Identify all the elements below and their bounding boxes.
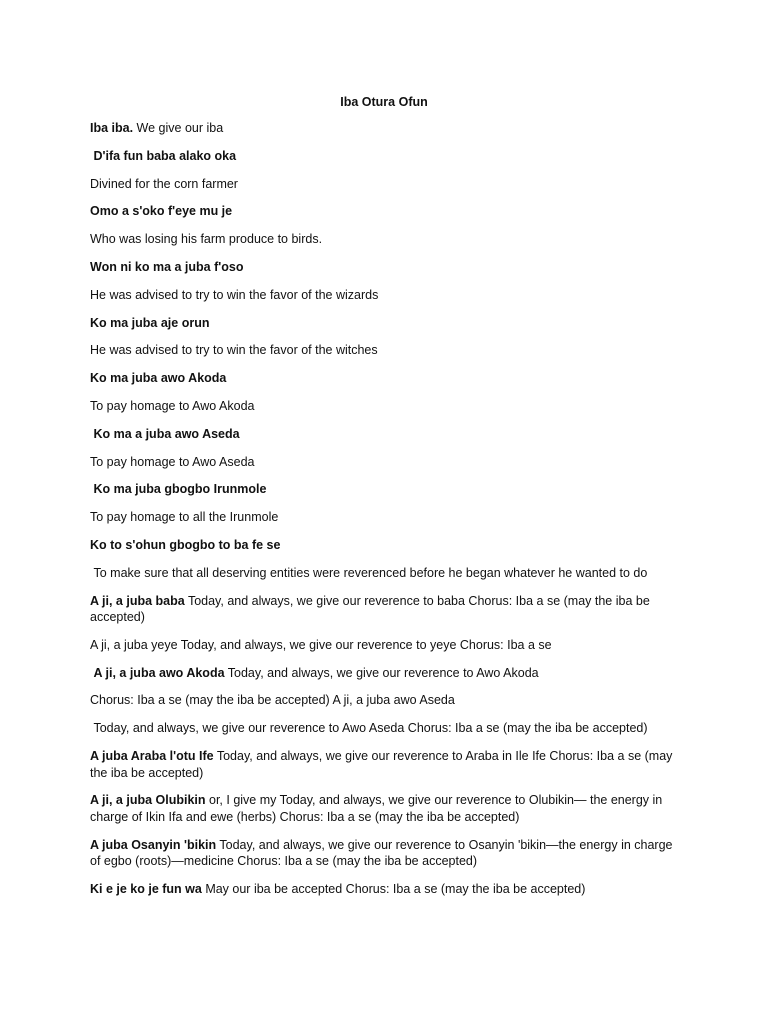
paragraph-text: Today, and always, we give our reverence to Awo Aseda Chorus: Iba a se (may the iba be accepted) bbox=[90, 721, 648, 736]
paragraph bbox=[90, 120, 680, 137]
paragraph bbox=[90, 720, 680, 737]
paragraph bbox=[90, 231, 680, 248]
paragraph bbox=[90, 148, 680, 165]
paragraph bbox=[90, 287, 680, 304]
paragraph-text: He was advised to try to win the favor of the witches bbox=[90, 343, 378, 358]
paragraph bbox=[90, 315, 680, 332]
paragraph-bold-text: A ji, a juba Olubikin bbox=[90, 793, 206, 808]
paragraph bbox=[90, 398, 680, 415]
paragraph-bold-text: Ko ma juba aje orun bbox=[90, 315, 210, 330]
paragraph-bold-text: A juba Osanyin 'bikin bbox=[90, 837, 217, 852]
paragraph bbox=[90, 342, 680, 359]
paragraph-bold-text: Ko ma juba awo Akoda bbox=[90, 371, 227, 386]
paragraph-bold-text: Ko ma juba gbogbo Irunmole bbox=[90, 482, 267, 497]
paragraph-text: Who was losing his farm produce to birds. bbox=[90, 232, 323, 247]
paragraph-bold-text: Ko to s'ohun gbogbo to ba fe se bbox=[90, 537, 281, 552]
paragraph-text: Today, and always, we give our reverence to Osanyin 'bikin—the energy in charge of egbo (roots)—medicine Chorus: Iba a se (may the iba be accepted) bbox=[90, 837, 676, 869]
paragraph bbox=[90, 203, 680, 220]
document-title: Iba Otura Ofun bbox=[340, 95, 428, 109]
paragraph-text: We give our iba bbox=[133, 121, 224, 135]
paragraph bbox=[90, 748, 680, 781]
paragraph-text: Today, and always, we give our reverence to Araba in Ile Ife Chorus: Iba a se (may the iba be accepted) bbox=[90, 749, 676, 780]
paragraph-text: A ji, a juba yeye Today, and always, we give our reverence to yeye Chorus: Iba a se bbox=[90, 637, 552, 652]
paragraph-text: To pay homage to Awo Akoda bbox=[90, 398, 255, 413]
document-body bbox=[90, 120, 680, 909]
paragraph-text: Divined for the corn farmer bbox=[90, 176, 238, 191]
paragraph bbox=[90, 370, 680, 387]
paragraph bbox=[90, 426, 680, 443]
paragraph bbox=[90, 637, 680, 654]
paragraph-text: Chorus: Iba a se (may the iba be accepted) A ji, a juba awo Aseda bbox=[90, 693, 455, 708]
paragraph-bold-text: Won ni ko ma a juba f'oso bbox=[90, 259, 244, 274]
paragraph-text: To pay homage to all the Irunmole bbox=[90, 510, 279, 525]
paragraph-bold-text: Iba iba. bbox=[90, 121, 134, 135]
paragraph-text: To pay homage to Awo Aseda bbox=[90, 454, 255, 469]
paragraph-bold-text: A juba Araba l'otu Ife bbox=[90, 749, 214, 764]
paragraph bbox=[90, 537, 680, 554]
paragraph bbox=[90, 881, 680, 898]
paragraph-bold-text: Omo a s'oko f'eye mu je bbox=[90, 204, 233, 219]
paragraph-text: To make sure that all deserving entities were reverenced before he began whatever he wanted to do bbox=[90, 565, 648, 580]
paragraph bbox=[90, 509, 680, 526]
paragraph-text: He was advised to try to win the favor of the wizards bbox=[90, 287, 379, 302]
paragraph-text: Today, and always, we give our reverence to baba Chorus: Iba a se (may the iba be accepted) bbox=[90, 593, 654, 625]
paragraph-text: Today, and always, we give our reverence to Awo Akoda bbox=[224, 665, 539, 680]
paragraph bbox=[90, 176, 680, 193]
paragraph bbox=[90, 665, 680, 682]
paragraph bbox=[90, 837, 680, 870]
paragraph-text: May our iba be accepted Chorus: Iba a se (may the iba be accepted) bbox=[201, 881, 586, 896]
paragraph bbox=[90, 454, 680, 471]
paragraph bbox=[90, 593, 680, 626]
paragraph-bold-text: A ji, a juba baba bbox=[90, 593, 185, 608]
paragraph bbox=[90, 259, 680, 276]
paragraph bbox=[90, 692, 680, 709]
paragraph bbox=[90, 792, 680, 825]
paragraph-bold-text: D'ifa fun baba alako oka bbox=[90, 148, 237, 163]
paragraph-bold-text: Ko ma a juba awo Aseda bbox=[90, 426, 240, 441]
paragraph-text: or, I give my Today, and always, we give our reverence to Olubikin— the energy in charge of Ikin Ifa and ewe (herbs) Chorus: Iba a se (may the iba be accepted) bbox=[90, 793, 666, 824]
paragraph-bold-text: Ki e je ko je fun wa bbox=[90, 881, 202, 896]
paragraph bbox=[90, 481, 680, 498]
paragraph-bold-text: A ji, a juba awo Akoda bbox=[90, 665, 225, 680]
paragraph bbox=[90, 565, 680, 582]
